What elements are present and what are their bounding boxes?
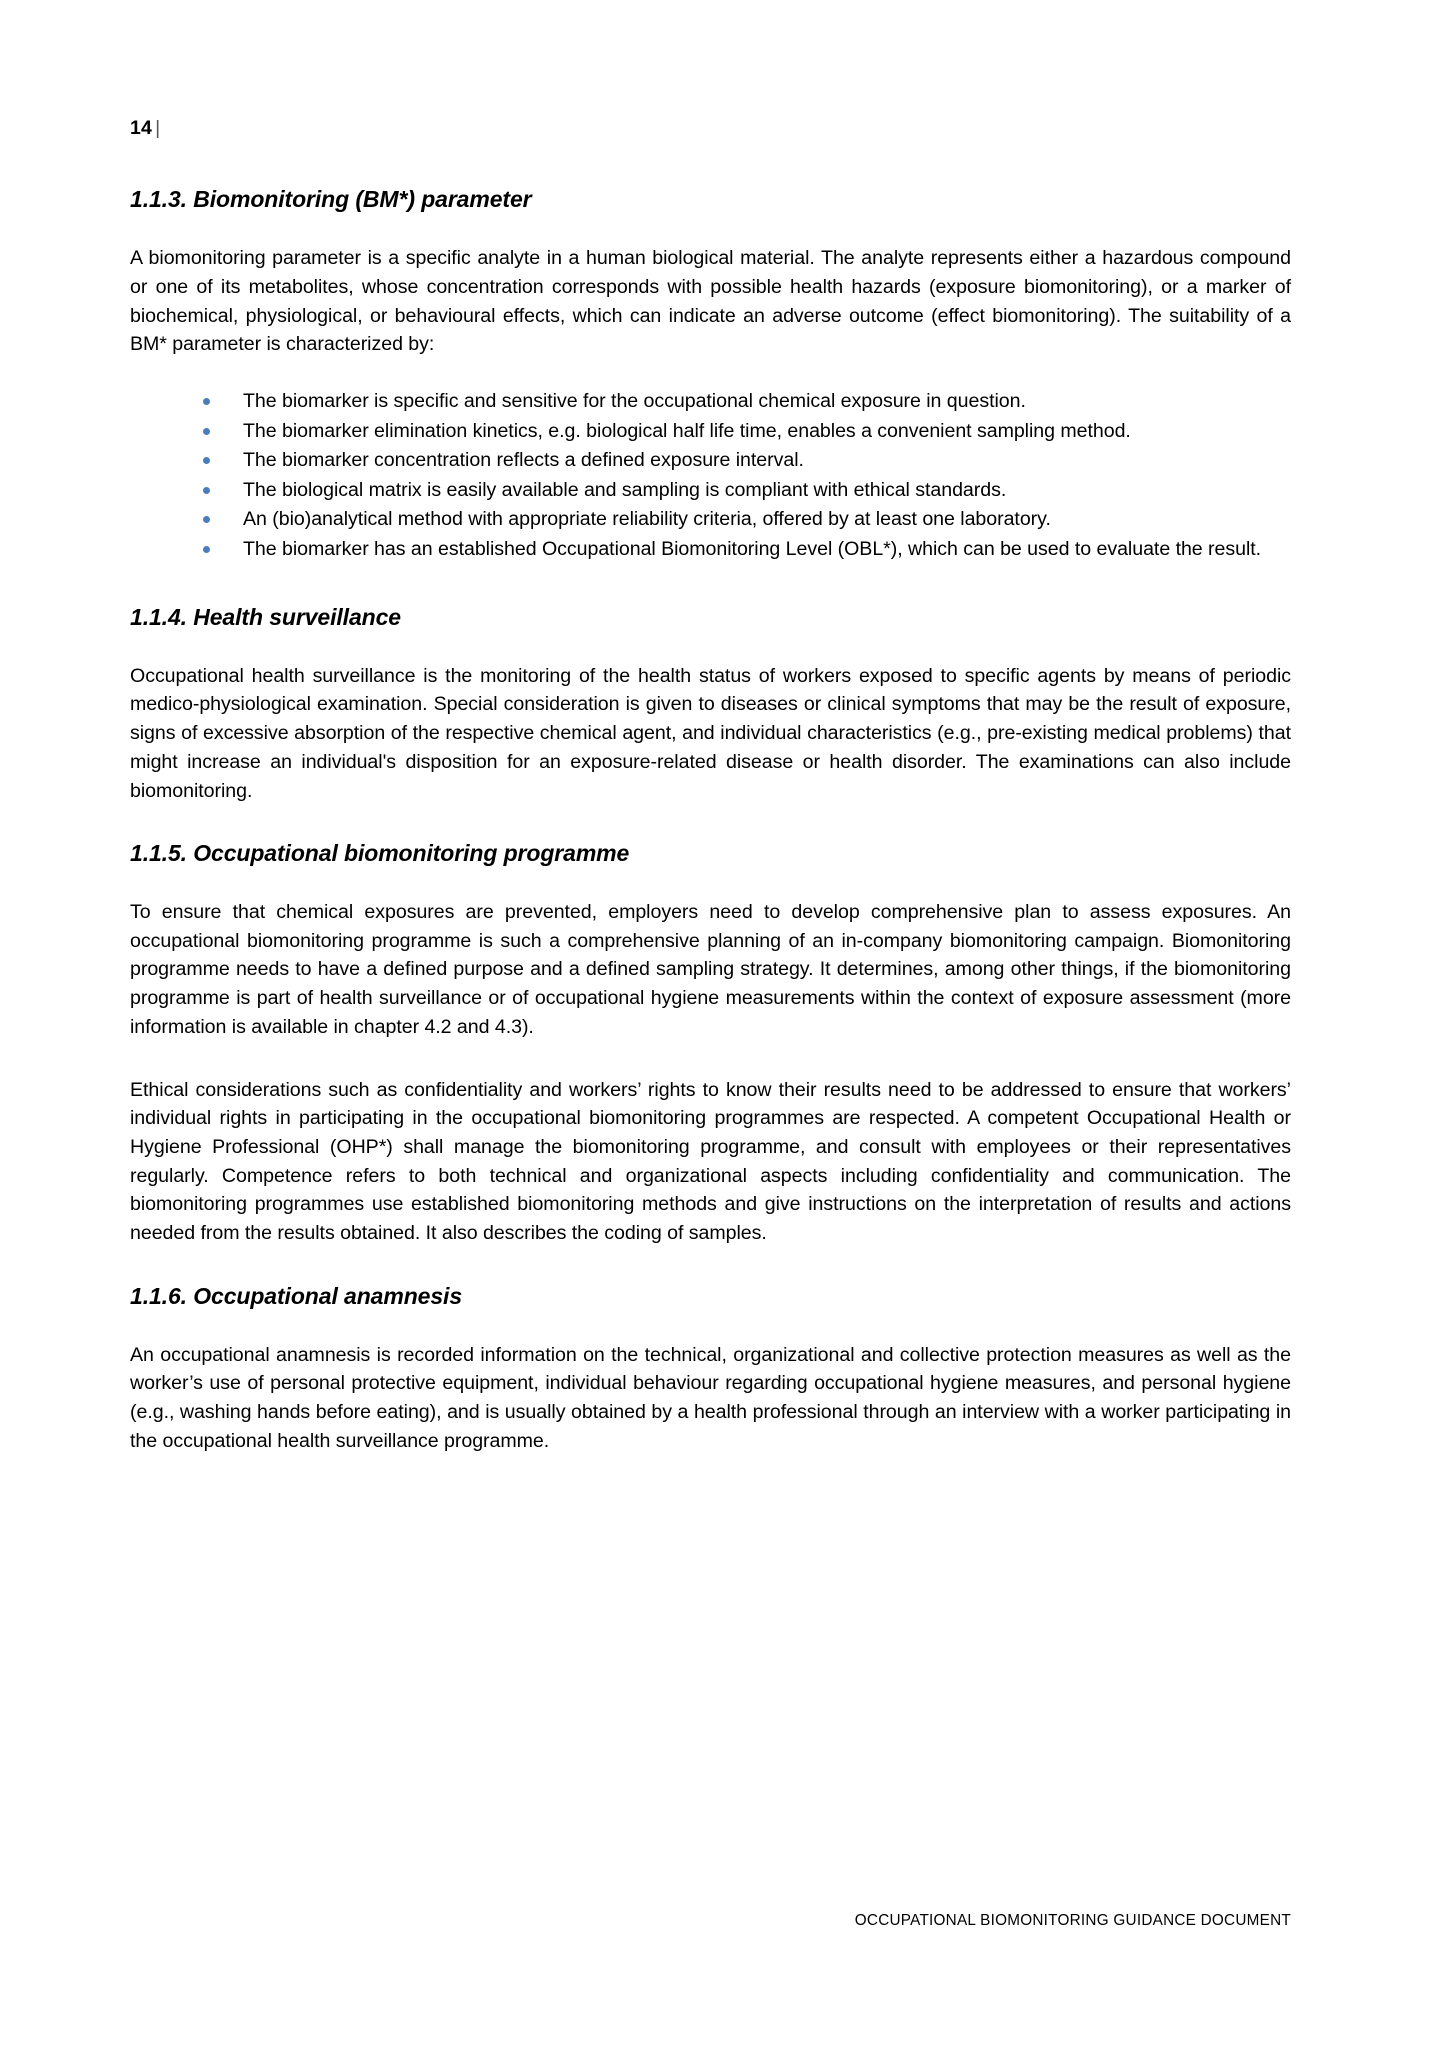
- list-item: [198, 505, 1291, 534]
- list-item-text: The biomarker is specific and sensitive for the occupational chemical exposure in question.: [243, 390, 1026, 412]
- biomarker-criteria-list: [130, 387, 1291, 563]
- bullet-list: [130, 387, 1291, 563]
- bullet-dot-icon: [203, 546, 210, 553]
- list-item-text: The biological matrix is easily available and sampling is compliant with ethical standards.: [243, 478, 1007, 501]
- list-item-text: The biomarker concentration reflects a defined exposure interval.: [243, 449, 804, 471]
- bullet-dot-icon: [203, 398, 210, 405]
- paragraph-1-1-5-second: Ethical considerations such as confidentiality and workers’ rights to know their results need to be addressed to ensure that workers’ individual rights in participating in the occupational biomonitoring programmes are respected. A competent Occupational Health or Hygiene Professional (OHP*) shall manage the biomonitoring programme, and consult with employees or their representatives regularly. Competence refers to both technical and organizational aspects including confidentiality and communication. The biomonitoring programmes use established biomonitoring methods and give instructions on the interpretation of results and actions needed from the results obtained. It also describes the coding of samples.: [130, 1078, 1291, 1245]
- bullet-dot-icon: [203, 428, 210, 435]
- heading-1-1-4: 1.1.4. Health surveillance: [130, 604, 401, 630]
- page-footer: OCCUPATIONAL BIOMONITORING GUIDANCE DOCUMENT: [854, 1911, 1291, 1929]
- page-number-separator: |: [155, 117, 161, 139]
- page-number: 14: [130, 117, 153, 139]
- heading-1-1-3: 1.1.3. Biomonitoring (BM*) parameter: [130, 186, 532, 213]
- list-item: [198, 535, 1291, 564]
- list-item: [198, 476, 1291, 505]
- heading-1-1-6: 1.1.6. Occupational anamnesis: [130, 1282, 463, 1309]
- bullet-dot-icon: [203, 516, 210, 523]
- paragraph-1-1-4: Occupational health surveillance is the monitoring of the health status of workers exposed to specific agents by means of periodic medico-physiological examination. Special consideration is given to diseases or clinical symptoms that may be the result of exposure, signs of excessive absorption of the respective chemical agent, and individual characteristics (e.g., pre-existing medical problems) that might increase an individual's disposition for an exposure-related disease or health disorder. The examinations can also include biomonitoring.: [130, 664, 1291, 802]
- list-item: [198, 417, 1291, 446]
- paragraph-1-1-5-first: To ensure that chemical exposures are prevented, employers need to develop comprehensive plan to assess exposures. An occupational biomonitoring programme is such a comprehensive planning of an in-company biomonitoring campaign. Biomonitoring programme needs to have a defined purpose and a defined sampling strategy. It determines, among other things, if the biomonitoring programme is part of health surveillance or of occupational hygiene measurements within the context of exposure assessment (more information is available in chapter 4.2 and 4.3).: [130, 901, 1291, 1038]
- page-number-header: [130, 118, 1291, 139]
- bullet-dot-icon: [203, 487, 210, 494]
- paragraph-1-1-3-intro: A biomonitoring parameter is a specific analyte in a human biological material. The analyte represents either a hazardous compound or one of its metabolites, whose concentration corresponds with possible health hazards (exposure biomonitoring), or a marker of biochemical, physiological, or behavioural effects, which can indicate an adverse outcome (effect biomonitoring). The suitability of a BM* parameter is characterized by:: [130, 247, 1291, 356]
- list-item: [198, 446, 1291, 475]
- list-item-text: An (bio)analytical method with appropriate reliability criteria, offered by at least one laboratory.: [243, 508, 1051, 530]
- list-item-text: The biomarker has an established Occupational Biomonitoring Level (OBL*), which can be used to evaluate the result.: [243, 537, 1262, 560]
- bullet-dot-icon: [203, 457, 210, 464]
- paragraph-1-1-6: An occupational anamnesis is recorded information on the technical, organizational and collective protection measures as well as the worker’s use of personal protective equipment, individual behaviour regarding occupational hygiene measures, and personal hygiene (e.g., washing hands before eating), and is usually obtained by a health professional through an interview with a worker participating in the occupational health surveillance programme.: [130, 1343, 1291, 1452]
- list-item: [198, 387, 1291, 416]
- list-item-text: The biomarker elimination kinetics, e.g. biological half life time, enables a convenient sampling method.: [243, 419, 1131, 442]
- heading-1-1-5: 1.1.5. Occupational biomonitoring programme: [130, 840, 630, 867]
